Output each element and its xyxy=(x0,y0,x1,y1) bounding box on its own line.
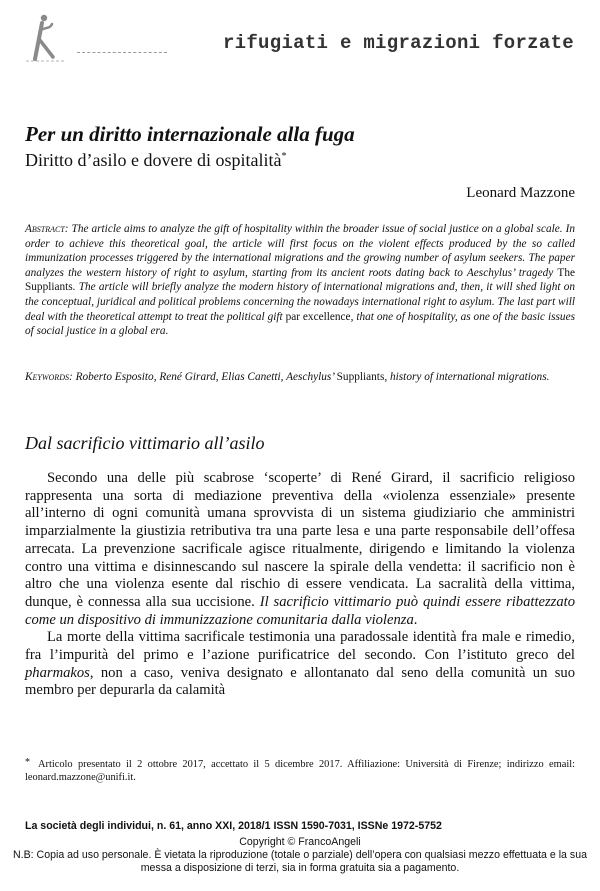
footnote xyxy=(25,756,575,784)
paragraph xyxy=(25,629,575,700)
paragraph-text: Secondo una delle più scabrose ‘scoperte’ di René Girard, il sacrificio religioso rappresenta una sorta di mediazione preventiva della «violenza essenziale» presente all’interno di ogni comunità umana sprovvista di un sistema giudiziario che amministri imparzialmente la giustizia retributiva tra una parte lesa e una parte responsabile dell’offesa arrecata. La prevenzione sacrificale agisce ritualmente, dirigendo e limitando la violenza contro una vittima e disinnescando sul nascere la spirale della vendetta: il sacrificio non è altro che una violenza esente dal rischio di essere vendicata. La sacralità della vittima, dunque, è connessa alla sua uccisione. xyxy=(25,470,575,610)
keywords-text-2: , history of international migrations. xyxy=(384,371,550,383)
footnote-marker: * xyxy=(281,151,287,162)
abstract-text-3: , that one of hospitality, as one of the basic issues of social justice in a global era. xyxy=(25,310,575,338)
keywords-work-title: Suppliants xyxy=(336,371,385,383)
abstract-text-2: . The article will briefly analyze the modern history of international migrations and, then, it will shed light on the conceptual, juridical and political problems concerning the nowadays international right to asylum. The last part will deal with the theoretical attempt to treat the political gift xyxy=(25,281,575,323)
footnote-mark: * xyxy=(25,757,30,768)
paragraph-text: La morte della vittima sacrificale testimonia una paradossale identità fra male e rimedio, fra l’impurità del primo e l’azione purificatrice del secondo. Con l’istituto greco del xyxy=(25,629,575,664)
abstract xyxy=(25,222,575,339)
header-rule xyxy=(77,52,167,53)
series-title: rifugiati e migrazioni forzate xyxy=(222,32,574,54)
paragraph-emphasis: Il sacrificio vittimario può quindi essere ribattezzato come un dispositivo di immunizzazione comunitaria dalla violenza xyxy=(25,593,575,628)
copyright-line: Copyright © FrancoAngeli xyxy=(239,836,361,848)
footnote-text: Articolo presentato il 2 ottobre 2017, accettato il 5 dicembre 2017. Affiliazione: Università di Firenze; indirizzo email: leonard.mazzone@unifi.it. xyxy=(25,759,575,783)
abstract-par-excellence: par excellence xyxy=(285,310,351,323)
journal-citation: La società degli individui, n. 61, anno XXI, 2018/1 ISSN 1590-7031, ISSNe 1972-5752 xyxy=(25,820,442,832)
journal-logo-icon xyxy=(22,12,70,64)
paragraph-end: . xyxy=(413,611,418,628)
section-heading: Dal sacrificio vittimario all’asilo xyxy=(25,433,265,453)
keywords xyxy=(25,370,575,385)
paragraph-text-2: , non a caso, veniva designato e allontanato dal seno della comunità un suo membro per depurarla da calamità xyxy=(25,664,575,699)
keywords-label: Keywords: xyxy=(25,371,73,383)
paragraph xyxy=(25,470,575,629)
article-subtitle xyxy=(25,146,575,171)
subtitle-text: Diritto d’asilo e dovere di ospitalità xyxy=(25,150,282,170)
abstract-work-title: The Suppliants xyxy=(25,266,575,294)
author-name: Leonard Mazzone xyxy=(466,185,575,201)
paragraph-emphasis: pharmakos xyxy=(25,664,90,681)
keywords-text: Roberto Esposito, René Girard, Elias Canetti, Aeschylus’ xyxy=(72,371,337,383)
usage-notice: N.B: Copia ad uso personale. È vietata la riproduzione (totale o parziale) dell’opera con qualsiasi mezzo effettuata e la sua messa a disposizione di terzi, sia in forma gratuita sia a pagamento. xyxy=(13,849,587,875)
page-header xyxy=(22,12,578,64)
article-title: Per un diritto internazionale alla fuga xyxy=(25,122,355,146)
abstract-label: Abstract: xyxy=(25,223,69,235)
abstract-text: The article aims to analyze the gift of hospitality within the broader issue of social justice on a global scale. In order to achieve this theoretical goal, the article will first focus on the violent effects produced by the so called immunization processes triggered by the international migrations and the growing number of asylum seekers. The paper analyzes the western history of right to asylum, starting from its ancient roots dating back to Aeschylus’ tragedy xyxy=(25,223,575,279)
body-text xyxy=(25,470,575,700)
